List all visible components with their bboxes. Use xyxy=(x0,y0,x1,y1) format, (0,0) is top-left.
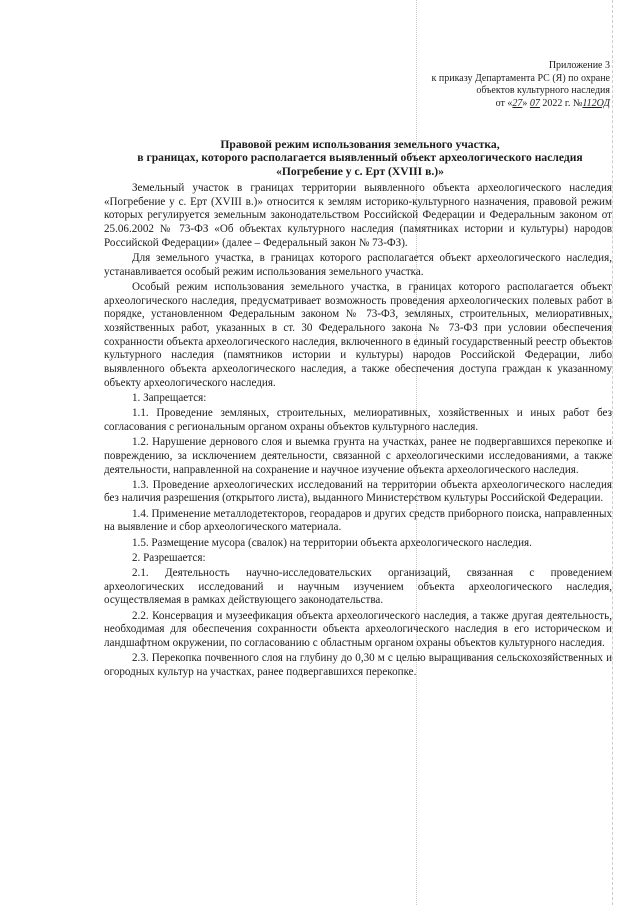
clause-1-5: 1.5. Размещение мусора (свалок) на территории объекта археологического наследия. xyxy=(132,536,532,549)
scan-fold-line xyxy=(612,0,613,905)
date-mid: » xyxy=(522,97,530,109)
clause-2-1: 2.1. Деятельность научно-исследовательских организаций, связанная с проведением археологических исследований и научным изучением объекта археологического наследия, осуществляемая в рамках действующего законодательства. xyxy=(104,566,612,607)
order-number: 112ОД xyxy=(582,97,610,109)
title-line-1: Правовой режим использования земельного участка, xyxy=(220,138,500,151)
paragraph-regime-details: Особый режим использования земельного участка, в границах которого располагается объект археологического наследия, предусматривает возможность проведения археологических полевых работ в порядке, установленном Федеральным законом № 73-ФЗ, земляных, строительных, мелиоративных, хозяйственных работ, указанных в ст. 30 Федерального закона № 73-ФЗ при условии обеспечения сохранности объекта археологического наследия, включенного в единый государственный реестр объектов культурного наследия (памятников истории и культуры) народов Российской Федерации, либо выявленного объекта археологического наследия, а также обеспечения доступа граждан к указанному объекту археологического наследия. xyxy=(104,280,612,389)
section-prohibited-heading: 1. Запрещается: xyxy=(132,392,207,405)
clause-1-3: 1.3. Проведение археологических исследований на территории объекта археологического наследия без наличия разрешения (открытого листа), выданного Министерством культуры Российской Федерации. xyxy=(104,478,612,505)
clause-1-1: 1.1. Проведение земляных, строительных, мелиоративных, хозяйственных и иных работ без согласования с региональным органом охраны объектов культурного наследия. xyxy=(104,407,612,433)
date-suffix: 2022 г. № xyxy=(539,97,583,109)
date-month: 07 xyxy=(529,97,540,109)
appendix-order-ref: к приказу Департамента РС (Я) по охране xyxy=(431,72,610,84)
section-permitted-heading: 2. Разрешается: xyxy=(132,551,206,564)
paragraph-land-status: Земельный участок в границах территории выявленного объекта археологического наследия «Погребение у с. Ерт (XVIII в.)» относится к землям историко-культурного назначения, правовой режим которых регулируется земельным законодательством Российской Федерации и Федеральным законом от 25.06.2002 № 73-ФЗ «Об объектах культурного наследия (памятниках истории и культуры) народов Российской Федерации» (далее – Федеральный закон № 73-ФЗ). xyxy=(104,182,612,249)
appendix-number: Приложение 3 xyxy=(548,60,610,71)
document-title xyxy=(106,138,614,178)
clause-2-3: 2.3. Перекопка почвенного слоя на глубину до 0,30 м с целью выращивания сельскохозяйственных и огородных культур на участках, ранее подвергавшихся перекопке. xyxy=(104,652,612,678)
clause-2-2: 2.2. Консервация и музеефикация объекта археологического наследия, а также другая деятельность, необходимая для обеспечения сохранности объекта археологического наследия в его историческом и ландшафтном окружении, по согласованию с областным органом охраны объектов культурного наследия. xyxy=(104,609,612,649)
date-prefix: от « xyxy=(495,97,513,109)
appendix-header xyxy=(360,60,610,110)
appendix-date-line xyxy=(360,98,610,111)
date-day: 27 xyxy=(512,97,523,109)
title-line-2: в границах, которого располагается выявленный объект археологического наследия xyxy=(137,151,583,165)
title-line-3: «Погребение у с. Ерт (XVIII в.)» xyxy=(276,164,444,178)
appendix-department: объектов культурного наследия xyxy=(476,85,610,96)
clause-1-4: 1.4. Применение металлодетекторов, георадаров и других средств приборного поиска, направленных на выявление и сбор археологического материала. xyxy=(104,507,612,534)
paragraph-special-regime: Для земельного участка, в границах которого располагается объект археологического наследия, устанавливается особый режим использования земельного участка. xyxy=(104,252,612,278)
clause-1-2: 1.2. Нарушение дернового слоя и выемка грунта на участках, ранее не подвергавшихся перекопке и повреждению, за исключением деятельности, связанной с археологическими исследованиями, а также деятельности, направленной на сохранение и научное изучение объекта археологического наследия. xyxy=(104,436,612,476)
document-body xyxy=(104,182,612,681)
